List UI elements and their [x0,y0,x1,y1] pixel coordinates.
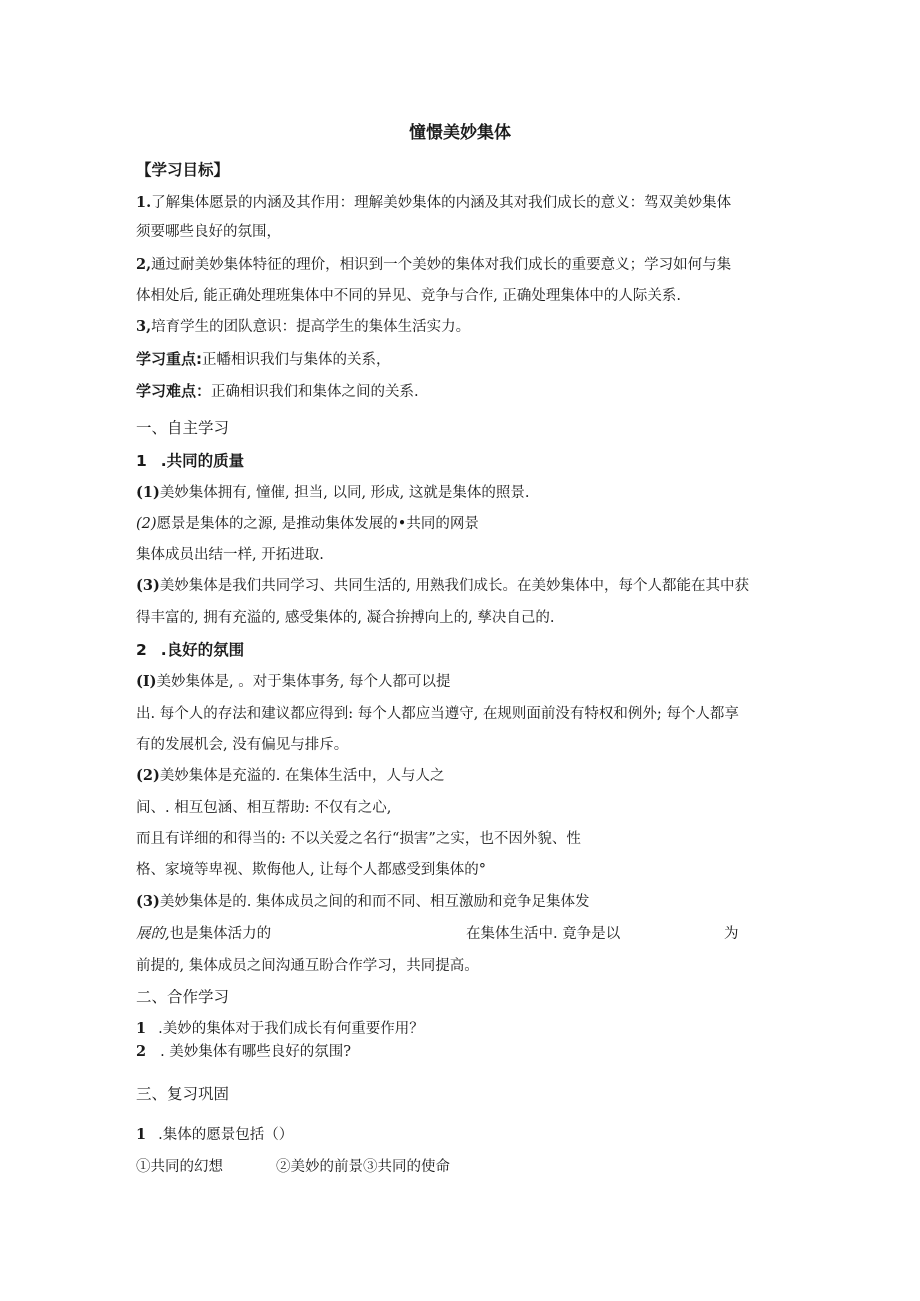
para-2 [136,514,479,534]
item-3-line-2-c: 在集体生活中. 竟争是以 [466,926,621,942]
item-2-line-2: 间、. 相互包涵、相互帮助: 不仅有之心, [136,800,392,816]
section-1-sub-1 [136,451,244,471]
objective-2-continued: 体相处后, 能正确处理班集体中不同的异见、竞争与合作, 正确处理集体中的人际关系. [136,288,682,304]
item-1-text: 美妙集体是, 。对于集体事务, 每个人都可以提 [156,674,451,690]
para-1 [136,483,530,503]
study-difficulty [136,381,419,402]
objective-2-number: 2, [136,256,152,273]
study-focus [136,349,391,370]
coop-question-2-number: 2 [136,1043,147,1060]
section-1-sub-2 [136,640,244,660]
item-3-line-2-a: 展的, [136,926,170,942]
item-1-line-3: 有的发展机会, 没有偏见与排斥。 [136,737,349,753]
objective-2 [136,255,731,275]
review-options-b: ②美妙的前景③共同的使命 [276,1159,450,1175]
coop-question-2-text: . 美妙集体有哪些良好的氛围? [160,1044,352,1060]
objective-1-continued: 须要哪些良好的氛围， [136,224,281,240]
para-2-continued: 集体成员出结一样, 开拓进取. [136,547,324,563]
objective-1-number: 1. [136,194,152,211]
para-3-number: (3) [136,577,160,594]
review-question-1-number: 1 [136,1126,147,1143]
objective-2-text: 通过耐美妙集体特征的理价，相识到一个美妙的集体对我们成长的重要意义；学习如何与集 [151,257,732,273]
sub-2-title: .良好的氛围 [160,641,245,659]
study-focus-text: 正幡相识我们与集体的关系， [202,352,391,368]
para-3-text: 美妙集体是我们共同学习、共同生活的, 用熟我们成长。在美妙集体中，每个人都能在其中获 [159,578,750,594]
item-2-text: 美妙集体是充溢的. 在集体生活中，人与人之 [159,768,445,784]
item-3 [136,892,590,912]
item-3-line-2 [136,924,271,944]
para-3 [136,576,749,596]
sub-1-title: .共同的质量 [160,452,245,470]
para-1-number: (1) [136,484,160,501]
objective-1-text: 了解集体愿景的内涵及其作用：理解美妙集体的内涵及其对我们成长的意义：驾双美妙集体 [151,195,732,211]
item-3-text: 美妙集体是的. 集体成员之间的和而不同、相互激励和竞争足集体发 [159,894,590,910]
item-3-number: (3) [136,893,160,910]
item-3-line-2-b: 也是集体活力的 [169,926,272,942]
item-2 [136,766,445,786]
section-1-heading: 一、自主学习 [136,419,230,437]
sub-2-number: 2 [136,641,147,659]
item-1 [136,672,450,692]
section-3-heading: 三、复习巩固 [136,1085,230,1103]
objective-1 [136,193,731,213]
item-2-line-3: 而且有详细的和得当的: 不以关爱之名行“损害”之实，也不因外貌、性 [136,831,581,847]
coop-question-1-text: .美妙的集体对于我们成长有何重要作用？ [158,1021,424,1037]
coop-question-2 [136,1042,351,1062]
sub-1-number: 1 [136,452,147,470]
objective-3-text: 培育学生的团队意识：提高学生的集体生活实力。 [151,319,471,335]
item-1-number: (I) [136,673,157,690]
para-2-text: 愿景是集体的之源, 是推动集体发展的•共同的网景 [156,516,479,532]
review-question-1 [136,1125,293,1145]
objective-3 [136,317,470,337]
study-difficulty-text: 正确相识我们和集体之间的关系. [211,384,419,400]
review-question-1-text: .集体的愿景包括（） [158,1127,294,1143]
item-3-line-2-d: 为 [724,926,739,942]
item-1-line-2: 出. 每个人的存法和建议都应得到: 每个人都应当遵守, 在规则面前没有特权和例外; 每个人都享 [136,706,739,722]
coop-question-1-number: 1 [136,1020,147,1037]
item-2-line-4: 格、家境等卑视、欺侮他人, 让每个人都感受到集体的° [136,862,486,878]
page-title: 憧憬美妙集体 [409,123,511,143]
study-focus-label: 学习重点: [136,350,202,368]
item-3-line-3: 前提的, 集体成员之间沟通互盼合作学习，共同提高。 [136,958,479,974]
study-difficulty-label: 学习难点： [136,382,212,400]
para-2-number: (2) [136,516,157,532]
review-options-a: ①共同的幻想 [136,1159,223,1175]
objectives-heading: 【学习目标】 [136,161,230,179]
para-3-continued: 得丰富的, 拥有充溢的, 感受集体的, 凝合拚搏向上的, 孳决自己的. [136,610,555,626]
para-1-text: 美妙集体拥有, 憧催, 担当, 以同, 形成, 这就是集体的照景. [159,485,530,501]
item-2-number: (2) [136,767,160,784]
objective-3-number: 3, [136,318,152,335]
section-2-heading: 二、合作学习 [136,988,230,1006]
coop-question-1 [136,1019,424,1039]
